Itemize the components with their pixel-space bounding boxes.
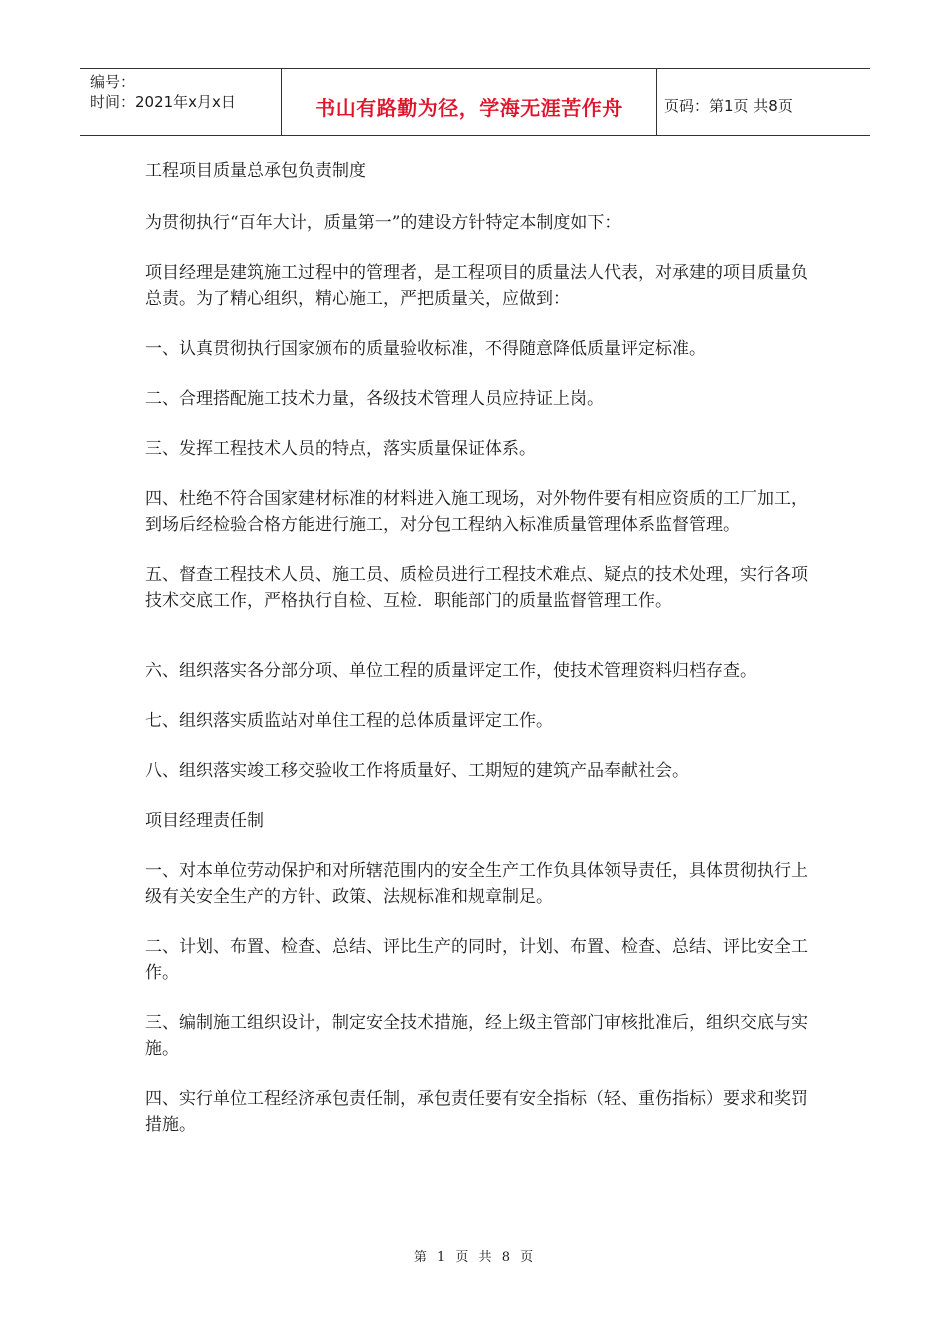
intro-paragraph: 为贯彻执行“百年大计，质量第一”的建设方针特定本制度如下： [145,213,622,233]
header-page-cell [664,69,793,135]
page-footer: 第 1 页 共 8 页 [413,1250,537,1265]
date-label: 时间：2021年x月x日 [90,93,236,111]
manager-role-paragraph: 项目经理是建筑施工过程中的管理者，是工程项目的质量法人代表，对承建的项目质量负总责。为了精心组织，精心施工，严把质量关，应做到： [145,263,808,309]
responsibility-item-2: 二、计划、布置、检查、总结、评比生产的同时，计划、布置、检查、总结、评比安全工作。 [145,937,808,983]
header-motto-cell [282,69,657,135]
motto-text: 书山有路勤为径，学海无涯苦作舟 [315,95,623,120]
responsibility-item-4: 四、实行单位工程经济承包责任制，承包责任要有安全指标（轻、重伤指标）要求和奖罚措施。 [145,1089,808,1135]
header-meta-cell [80,69,282,135]
quality-item-5: 五、督查工程技术人员、施工员、质检员进行工程技术难点、疑点的技术处理，实行各项技术交底工作，严格执行自检、互检．职能部门的质量监督管理工作。 [145,565,808,611]
quality-item-8: 八、组织落实竣工移交验收工作将质量好、工期短的建筑产品奉献社会。 [145,761,689,781]
responsibility-item-1: 一、对本单位劳动保护和对所辖范围内的安全生产工作负具体领导责任，具体贯彻执行上级有关安全生产的方针、政策、法规标准和规章制足。 [145,861,808,907]
document-body [145,158,813,1138]
quality-item-1: 一、认真贯彻执行国家颁布的质量验收标准，不得随意降低质量评定标准。 [145,339,706,359]
section-heading-responsibility: 项目经理责任制 [145,811,264,831]
quality-item-6: 六、组织落实各分部分项、单位工程的质量评定工作，使技术管理资料归档存查。 [145,661,757,681]
document-title: 工程项目质量总承包负责制度 [145,161,366,181]
responsibility-item-3: 三、编制施工组织设计，制定安全技术措施，经上级主管部门审核批准后，组织交底与实施。 [145,1013,808,1059]
quality-item-3: 三、发挥工程技术人员的特点，落实质量保证体系。 [145,439,536,459]
quality-item-2: 二、合理搭配施工技术力量，各级技术管理人员应持证上岗。 [145,389,604,409]
header-page-info: 页码：第1页 共8页 [664,96,793,115]
serial-number-label: 编号： [90,73,136,91]
document-header [80,68,870,136]
quality-item-7: 七、组织落实质监站对单住工程的总体质量评定工作。 [145,711,553,731]
quality-item-4: 四、杜绝不符合国家建材标准的材料进入施工现场，对外物件要有相应资质的工厂加工，到场后经检验合格方能进行施工，对分包工程纳入标准质量管理体系监督管理。 [145,489,808,535]
